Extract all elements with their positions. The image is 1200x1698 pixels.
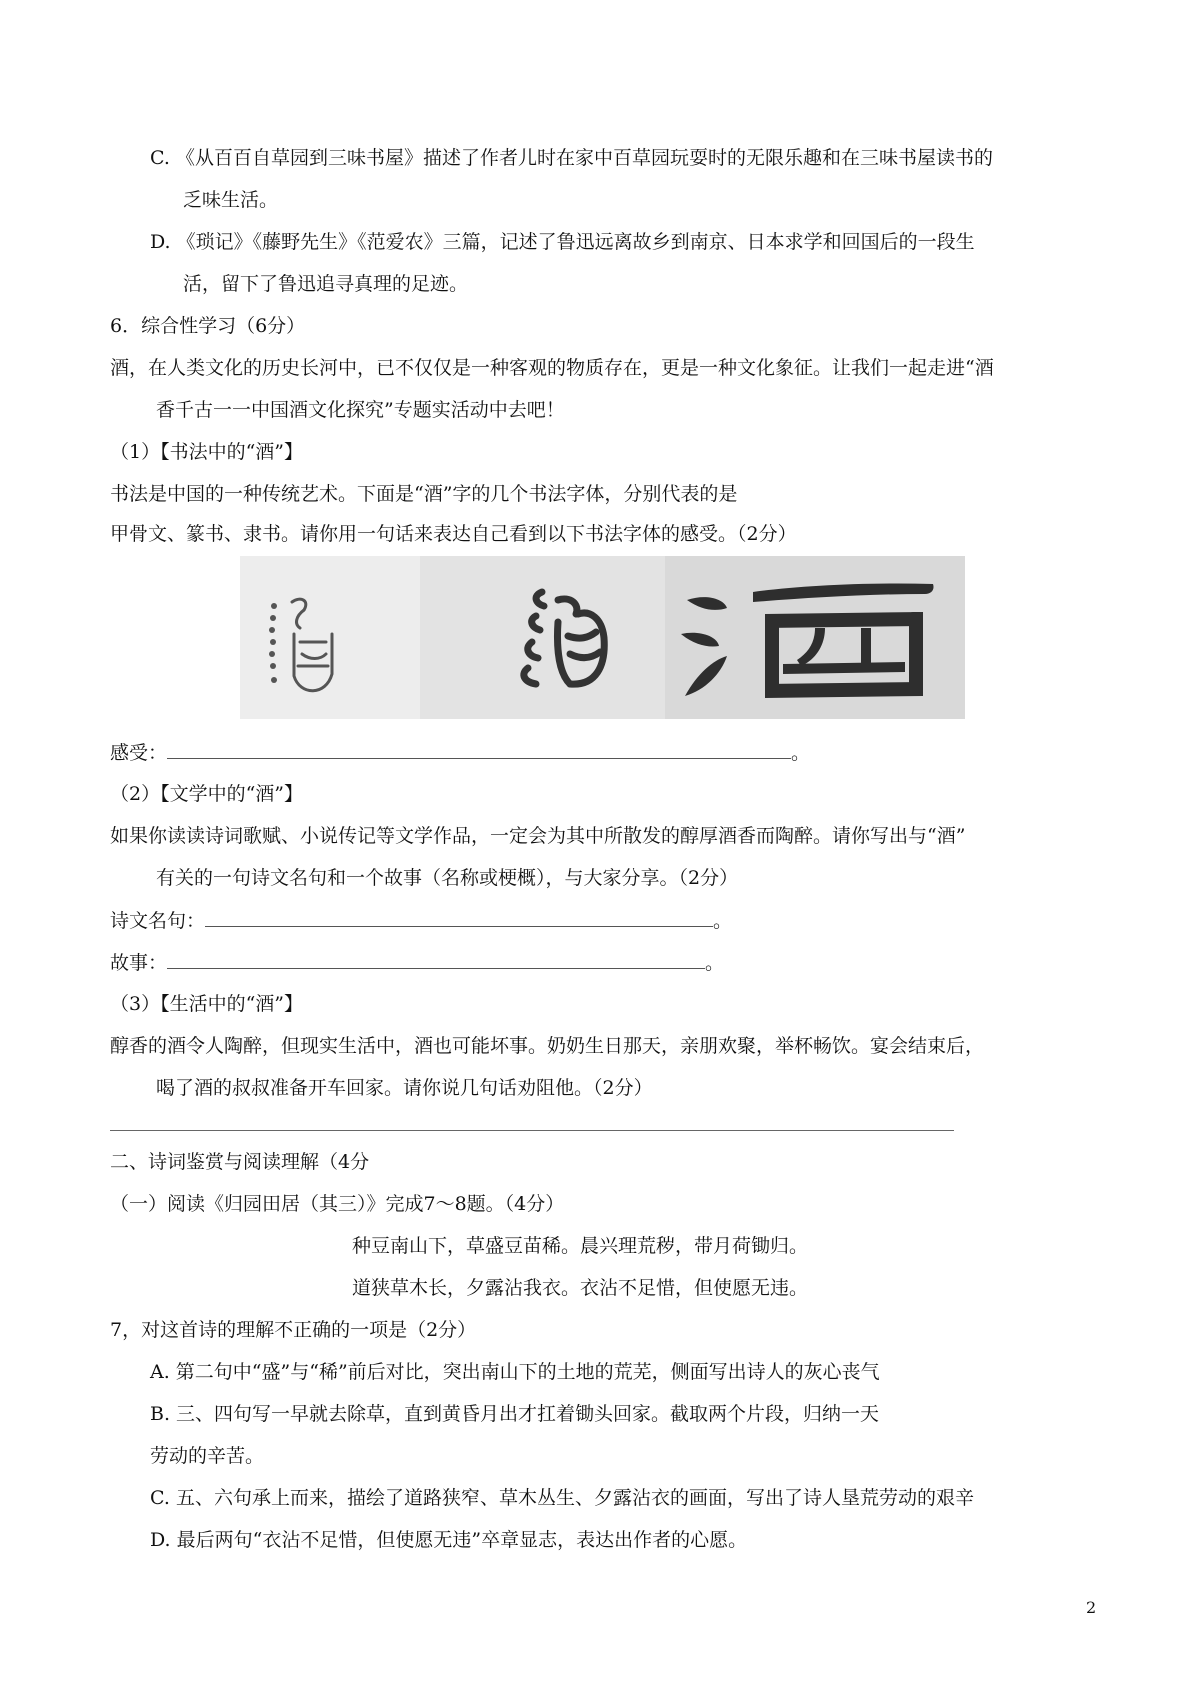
q6-part1-text-line2: 甲骨文、篆书、隶书。请你用一句话来表达自己看到以下书法字体的感受。（2分） [110,523,797,545]
q5-option-c-line1: C. 《从百百自草园到三味书屋》描述了作者儿时在家中百草园玩耍时的无限乐趣和在三味书屋读书的 [150,147,993,169]
q6-part3-text-line1: 醇香的酒令人陶醉，但现实生活中，酒也可能坏事。奶奶生日那天，亲朋欢聚，举杯畅饮。宴会结束后， [110,1035,985,1057]
q7-option-b-line2: 劳动的辛苦。 [150,1445,265,1467]
poem-label: 诗文名句： [110,910,206,932]
page-number: 2 [1086,1598,1097,1617]
section2-heading: 二、诗词鉴赏与阅读理解（4分 [110,1151,370,1173]
q7-question: 7，对这首诗的理解不正确的一项是（2分） [110,1319,477,1341]
dissuade-answer-line[interactable] [110,1130,954,1131]
clerical-script-glyph [665,556,965,719]
q6-part1-text-line1: 书法是中国的一种传统艺术。下面是“酒”字的几个书法字体，分别代表的是 [110,483,738,505]
q7-option-c: C. 五、六句承上而来，描绘了道路狭窄、草木丛生、夕露沾衣的画面，写出了诗人垦荒劳动的艰辛 [150,1487,974,1509]
feeling-answer-row [110,740,810,765]
q6-part2-text-line1: 如果你读读诗词歌赋、小说传记等文学作品，一定会为其中所散发的醇厚酒香而陶醉。请你写出与“酒” [110,825,966,847]
q6-intro-line2: 香千古一一中国酒文化探究”专题实活动中去吧！ [156,399,565,421]
story-answer-row [110,950,724,975]
poem-answer-row [110,908,732,933]
story-label: 故事： [110,952,168,974]
feeling-answer-blank[interactable] [167,740,791,759]
q7-option-b-line1: B. 三、四句写一早就去除草，直到黄昏月出才扛着锄头回家。截取两个片段，归纳一天 [150,1403,880,1425]
q6-part3-text-line2: 喝了酒的叔叔准备开车回家。请你说几句话劝阻他。（2分） [156,1077,653,1099]
section2-sub-heading: （一）阅读《归园田居（其三）》完成7～8题。（4分） [110,1193,565,1215]
q5-option-d-line2: 活，留下了鲁迅追寻真理的足迹。 [183,273,469,295]
feeling-end-mark: 。 [791,742,811,764]
q5-option-c-line2: 乏味生活。 [183,189,279,211]
seal-script-glyph [420,556,665,719]
story-end-mark: 。 [705,952,725,974]
q6-part1-title: （1）【书法中的“酒”】 [110,441,304,463]
q7-option-a: A. 第二句中“盛”与“稀”前后对比，突出南山下的土地的荒芜，侧面写出诗人的灰心丧气 [150,1361,880,1383]
q5-option-d-line1: D. 《琐记》《藤野先生》《范爱农》三篇，记述了鲁迅远离故乡到南京、日本求学和回国后的一段生 [150,231,975,253]
poem-answer-blank[interactable] [205,908,713,927]
poem-line-1: 种豆南山下，草盛豆苗稀。晨兴理荒秽，带月荷锄归。 [352,1235,809,1257]
q6-part2-title: （2）【文学中的“酒”】 [110,783,304,805]
q6-part3-title: （3）【生活中的“酒”】 [110,993,304,1015]
q6-part2-text-line2: 有关的一句诗文名句和一个故事（名称或梗概），与大家分享。（2分） [156,867,739,889]
q6-heading: 6．综合性学习（6分） [110,315,306,337]
poem-line-2: 道狭草木长，夕露沾我衣。衣沾不足惜，但使愿无违。 [352,1277,809,1299]
poem-end-mark: 。 [713,910,733,932]
story-answer-blank[interactable] [167,950,705,969]
q6-intro-line1: 酒，在人类文化的历史长河中，已不仅仅是一种客观的物质存在，更是一种文化象征。让我们一起走进“酒 [110,357,994,379]
calligraphy-image [240,556,965,719]
q7-option-d: D. 最后两句“衣沾不足惜，但使愿无违”卒章显志，表达出作者的心愿。 [150,1529,748,1551]
feeling-label: 感受： [110,742,168,764]
oracle-bone-script-glyph [240,556,420,719]
